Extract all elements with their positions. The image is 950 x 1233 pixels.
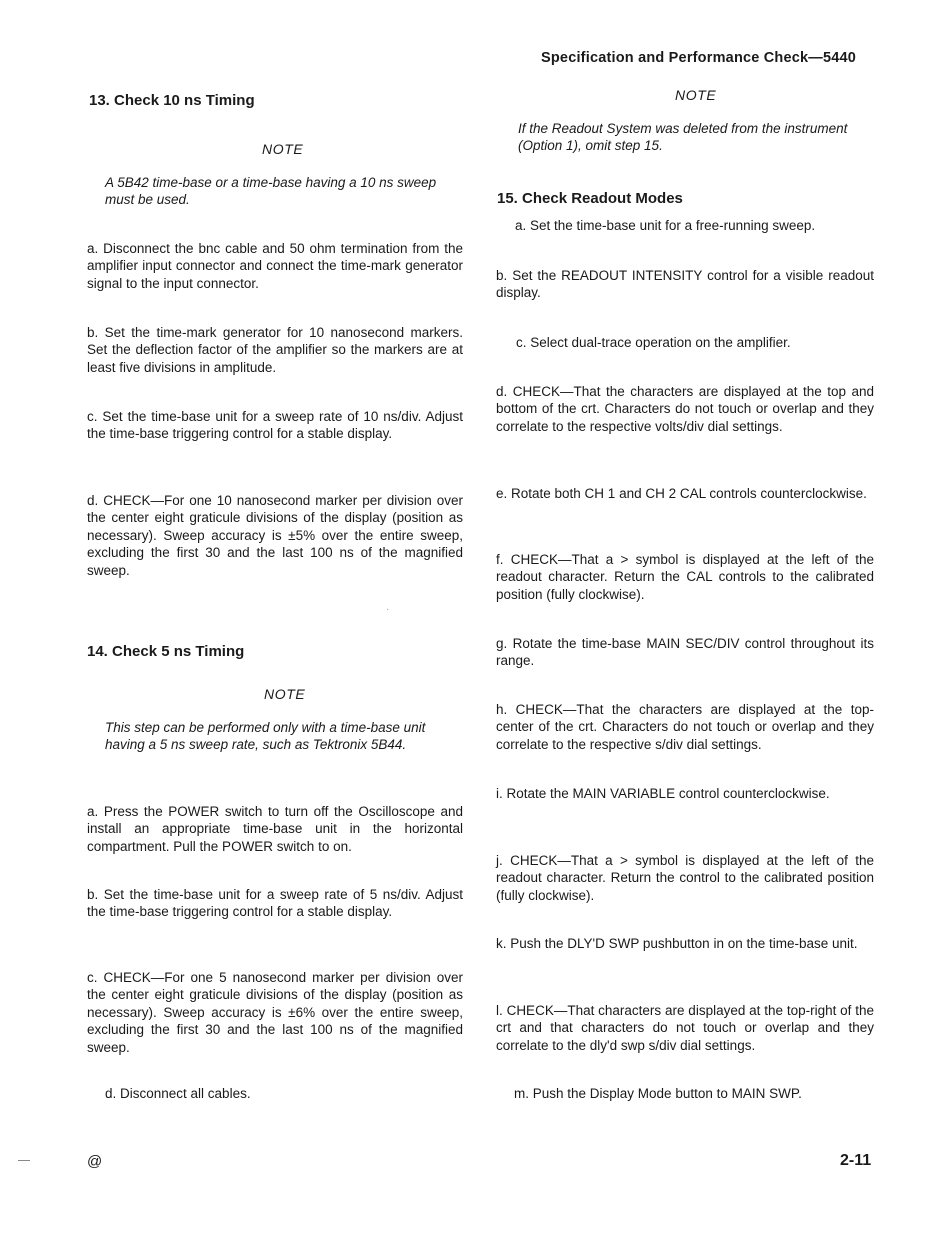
section-13-note-label: NOTE: [262, 141, 304, 157]
section-14-note-text: This step can be performed only with a time-base unit having a 5 ns sweep rate, such as Tektronix 5B44.: [105, 720, 426, 753]
scan-mark-edge: [18, 1160, 30, 1161]
right-note-text: If the Readout System was deleted from the instrument (Option 1), omit step 15.: [518, 121, 848, 154]
section-13-heading: 13. Check 10 ns Timing: [89, 92, 255, 109]
right-note-label: NOTE: [675, 87, 717, 103]
step-15m: m. Push the Display Mode button to MAIN SWP.: [514, 1086, 802, 1101]
step-15d: d. CHECK—That the characters are displayed at the top and bottom of the crt. Characters do not touch or overlap and they correlate to the respective volts/div dial settings.: [496, 384, 874, 434]
page-number: 2-11: [840, 1152, 872, 1169]
step-13d: d. CHECK—For one 10 nanosecond marker per division over the center eight graticule divisions of the display (position as necessary). Sweep accuracy is ±5% over the entire sweep, excluding the first 30 and the last 100 ns of the magnified sweep.: [87, 493, 463, 578]
footer-symbol: @: [87, 1153, 103, 1170]
step-15j: j. CHECK—That a > symbol is displayed at the left of the readout character. Return the control to the calibrated position (fully clockwise).: [496, 853, 874, 903]
step-15l: l. CHECK—That characters are displayed at the top-right of the crt and that characters do not touch or overlap and they correlate to the dly'd swp s/div dial settings.: [496, 1003, 874, 1053]
step-15h: h. CHECK—That the characters are displayed at the top-center of the crt. Characters do not touch or overlap and they correlate to the respective s/div dial settings.: [496, 702, 874, 752]
step-13b: b. Set the time-mark generator for 10 nanosecond markers. Set the deflection factor of the amplifier so the markers are at least five divisions in amplitude.: [87, 325, 463, 375]
step-15g: g. Rotate the time-base MAIN SEC/DIV control throughout its range.: [496, 636, 874, 669]
step-13c: c. Set the time-base unit for a sweep rate of 10 ns/div. Adjust the time-base triggering control for a stable display.: [87, 409, 463, 442]
step-15i: i. Rotate the MAIN VARIABLE control counterclockwise.: [496, 786, 830, 801]
step-15k: k. Push the DLY'D SWP pushbutton in on the time-base unit.: [496, 936, 858, 951]
step-14b: b. Set the time-base unit for a sweep rate of 5 ns/div. Adjust the time-base triggering control for a stable display.: [87, 887, 463, 920]
section-14-heading: 14. Check 5 ns Timing: [87, 643, 245, 660]
scan-mark: ·: [386, 604, 390, 615]
section-15-heading: 15. Check Readout Modes: [497, 190, 683, 207]
step-15f: f. CHECK—That a > symbol is displayed at the left of the readout character. Return the CAL controls to the calibrated position (fully clockwise).: [496, 552, 874, 602]
step-14c: c. CHECK—For one 5 nanosecond marker per division over the center eight graticule divisions of the display (position as necessary). Sweep accuracy is ±6% over the entire sweep, excluding the first 30 and the last 100 ns of the magnified sweep.: [87, 970, 463, 1055]
step-15b: b. Set the READOUT INTENSITY control for a visible readout display.: [496, 268, 874, 301]
step-14d: d. Disconnect all cables.: [105, 1086, 251, 1101]
step-13a: a. Disconnect the bnc cable and 50 ohm termination from the amplifier input connector and connect the time-mark generator signal to the input connector.: [87, 241, 463, 291]
step-15a: a. Set the time-base unit for a free-running sweep.: [515, 218, 816, 233]
running-header: Specification and Performance Check—5440: [541, 50, 857, 66]
section-13-note-text: A 5B42 time-base or a time-base having a 10 ns sweep must be used.: [105, 175, 437, 208]
section-14-note-label: NOTE: [264, 686, 306, 702]
step-15c: c. Select dual-trace operation on the amplifier.: [516, 335, 791, 350]
step-14a: a. Press the POWER switch to turn off the Oscilloscope and install an appropriate time-base unit in the horizontal compartment. Pull the POWER switch to on.: [87, 804, 463, 854]
step-15e: e. Rotate both CH 1 and CH 2 CAL controls counterclockwise.: [496, 486, 867, 501]
